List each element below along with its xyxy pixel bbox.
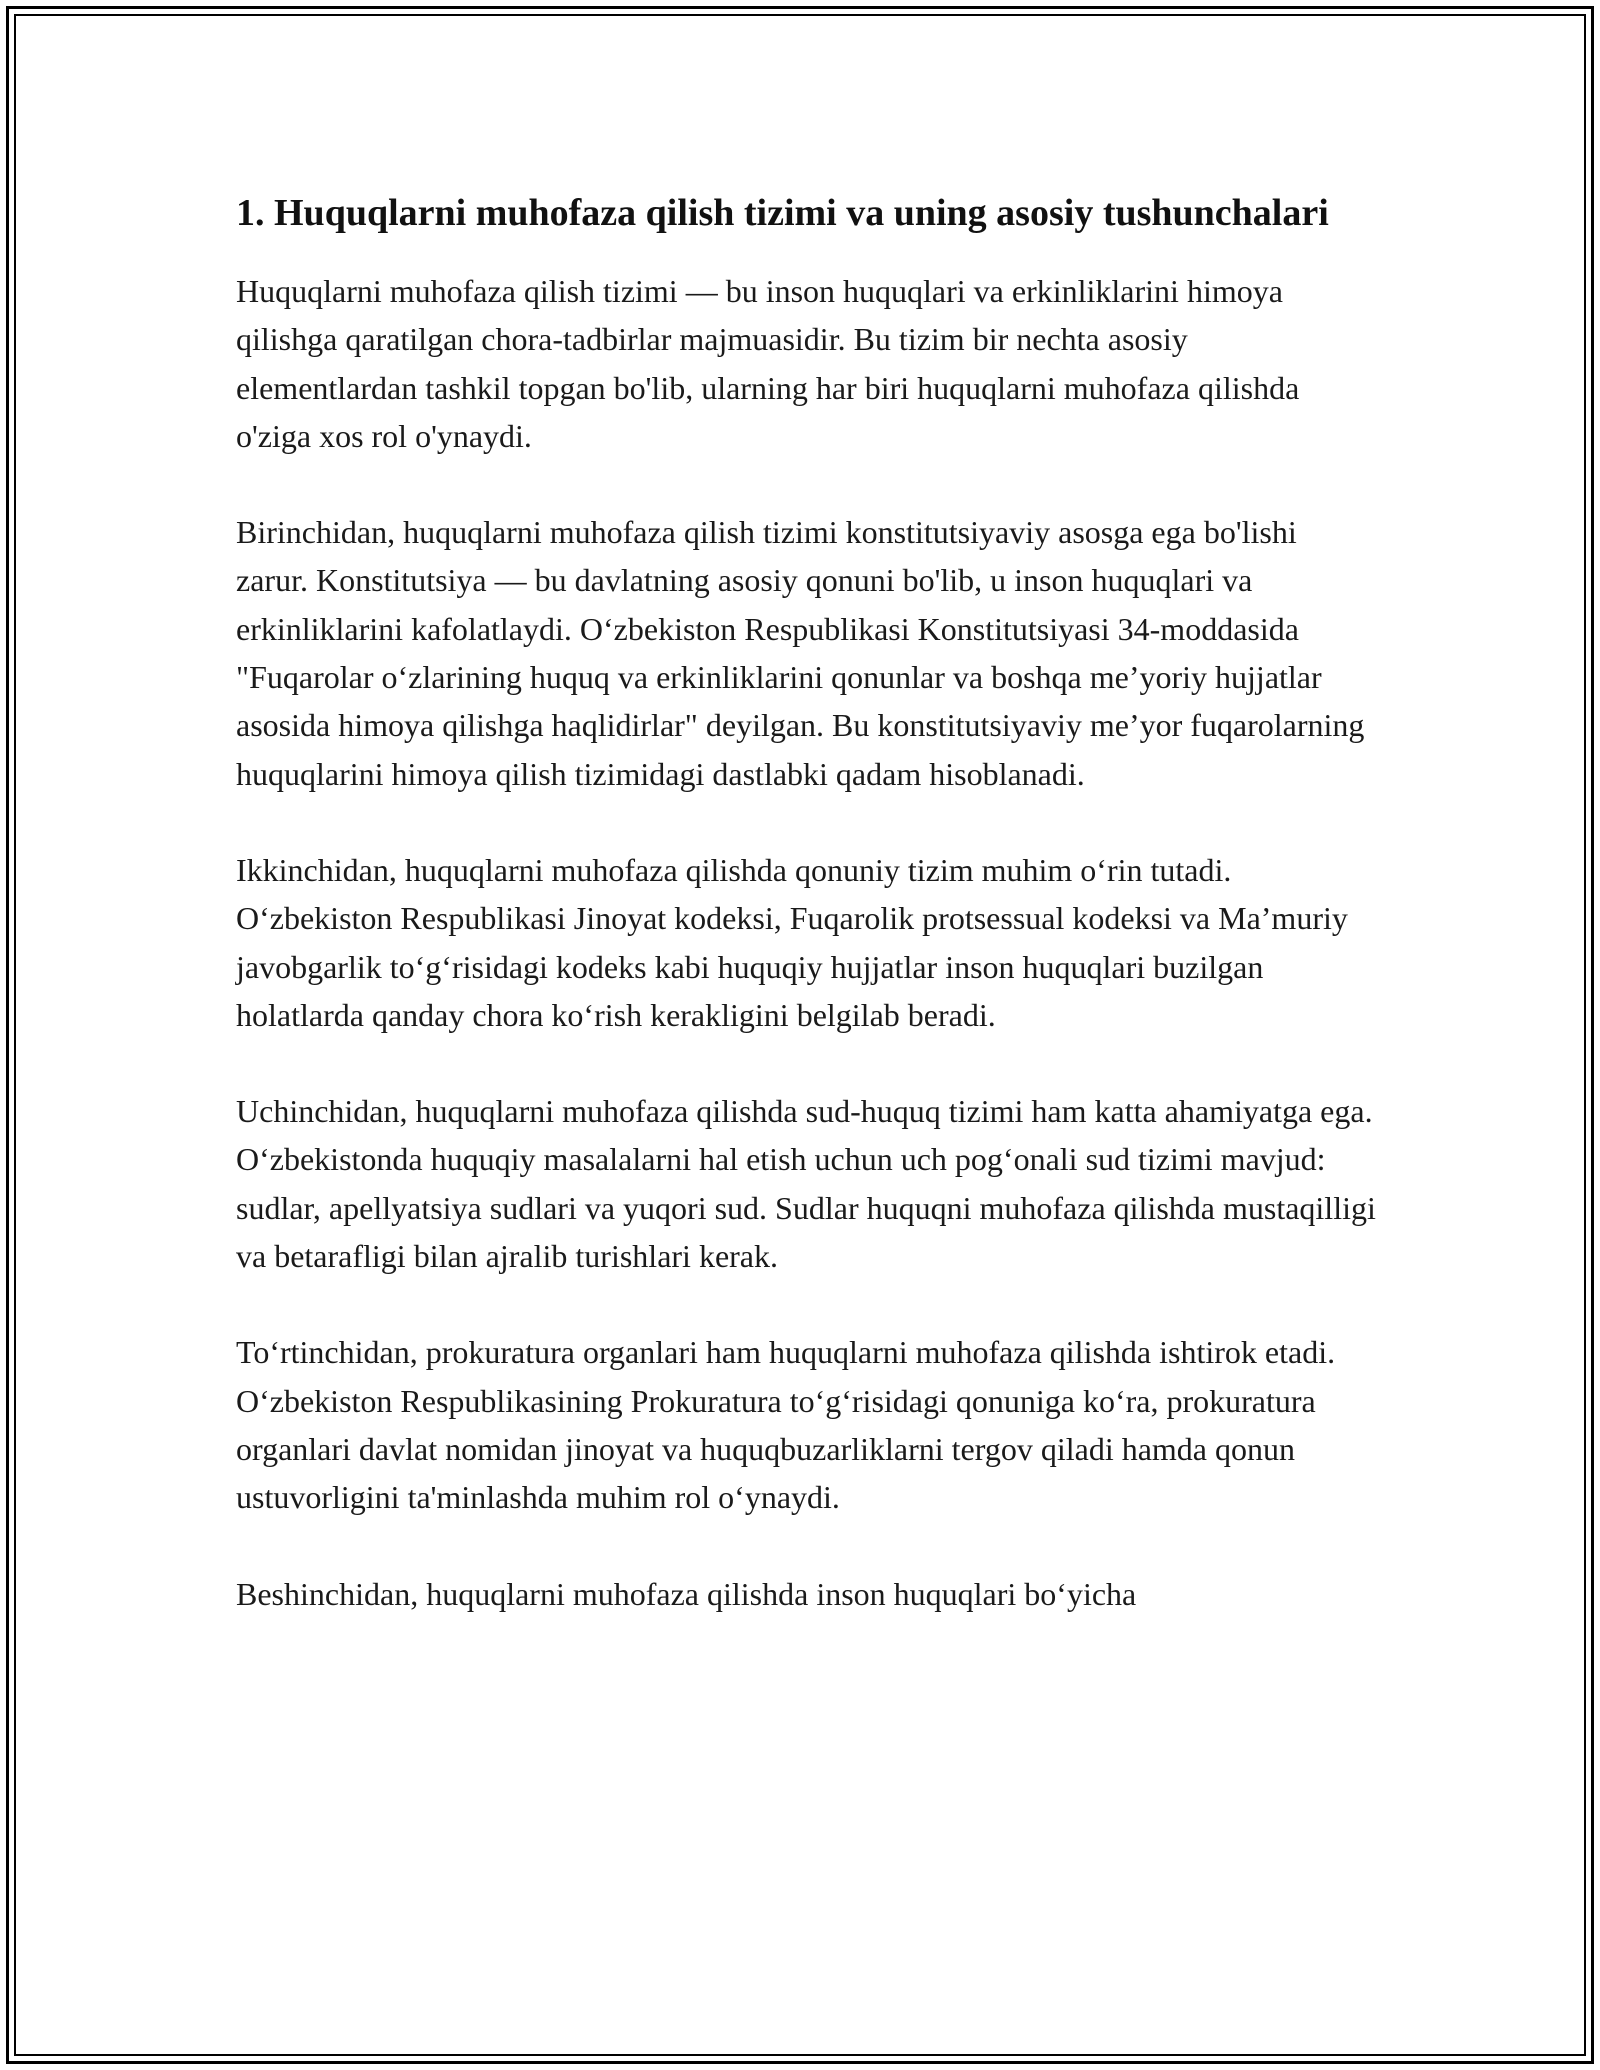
- paragraph-intro: Huquqlarni muhofaza qilish tizimi — bu inson huquqlari va erkinliklarini himoya qilishga qaratilgan chora-tadbirlar majmuasidir. Bu tizim bir nechta asosiy elementlardan tashkil topgan bo'lib, ularning har biri huquqlarni muhofaza qilishda o'ziga xos rol o'ynaydi.: [236, 273, 1300, 454]
- paragraph-third: Uchinchidan, huquqlarni muhofaza qilishda sud-huquq tizimi ham katta ahamiyatga ega. O‘zbekistonda huquqiy masalalarni hal etish uchun uch pog‘onali sud tizimi mavjud: sudlar, apellyatsiya sudlari va yuqori sud. Sudlar huquqni muhofaza qilishda mustaqilligi va betarafligi bilan ajralib turishlari kerak.: [236, 1093, 1376, 1275]
- paragraph-second: Ikkinchidan, huquqlarni muhofaza qilishda qonuniy tizim muhim o‘rin tutadi. O‘zbekiston Respublikasi Jinoyat kodeksi, Fuqarolik protsessual kodeksi va Ma’muriy javobgarlik to‘g‘risidagi kodeks kabi huquqiy hujjatlar inson huquqlari buzilgan holatlarda qanday chora ko‘rish kerakligini belgilab beradi.: [236, 851, 1348, 1033]
- document-page: [236, 186, 1376, 1666]
- section-title: 1. Huquqlarni muhofaza qilish tizimi va uning asosiy tushunchalari: [236, 192, 1329, 234]
- paragraph-first: Birinchidan, huquqlarni muhofaza qilish tizimi konstitutsiyaviy asosga ega bo'lishi zarur. Konstitutsiya — bu davlatning asosiy qonuni bo'lib, u inson huquqlari va erkinliklarini kafolatlaydi. O‘zbekiston Respublikasi Konstitutsiyasi 34-moddasida "Fuqarolar o‘zlarining huquq va erkinliklarini qonunlar va boshqa me’yoriy hujjatlar asosida himoya qilishga haqlidirlar" deyilgan. Bu konstitutsiyaviy me’yor fuqarolarning huquqlarini himoya qilish tizimidagi dastlabki qadam hisoblanadi.: [236, 514, 1365, 792]
- paragraph-fourth: To‘rtinchidan, prokuratura organlari ham huquqlarni muhofaza qilishda ishtirok etadi. O‘zbekiston Respublikasining Prokuratura to‘g‘risidagi qonuniga ko‘ra, prokuratura organlari davlat nomidan jinoyat va huquqbuzarliklarni tergov qiladi hamda qonun ustuvorligini ta'minlashda muhim rol o‘ynaydi.: [236, 1334, 1336, 1516]
- paragraph-fifth: Beshinchidan, huquqlarni muhofaza qilishda inson huquqlari bo‘yicha: [236, 1575, 1137, 1612]
